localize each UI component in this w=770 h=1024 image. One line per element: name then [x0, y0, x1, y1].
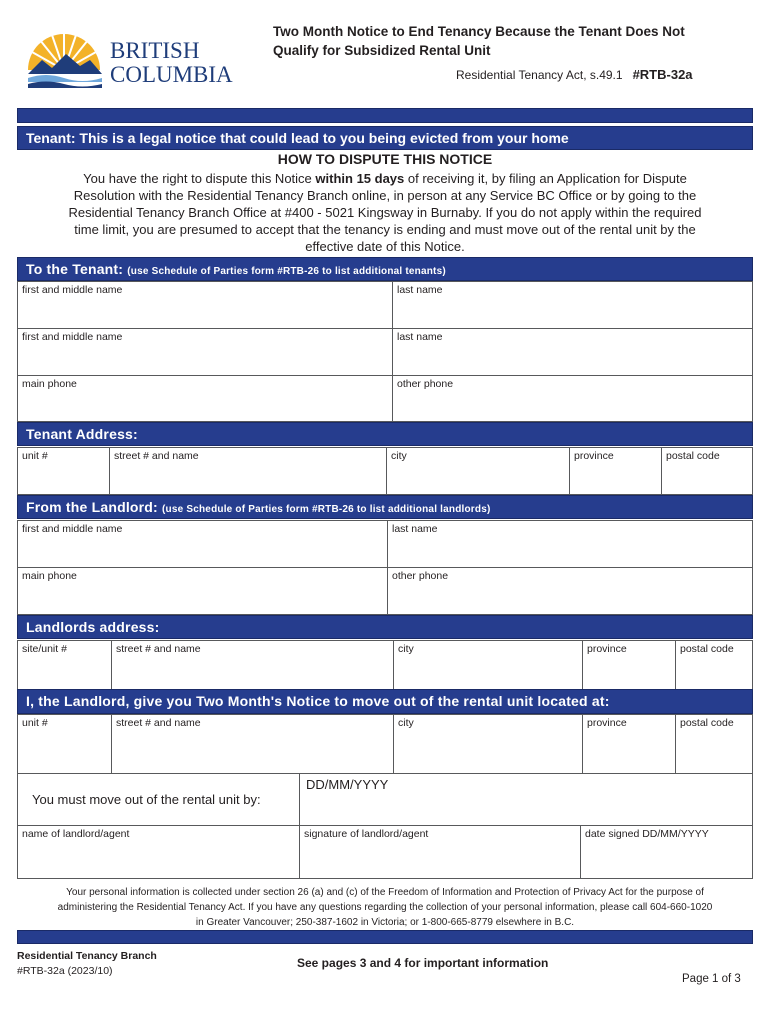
tenant-other-phone-field[interactable]: other phone [392, 375, 753, 422]
rental-postal-code-field[interactable]: postal code [675, 714, 753, 774]
landlord-last-name-field[interactable]: last name [387, 520, 753, 568]
privacy-notice: Your personal information is collected under section 26 (a) and (c) of the Freedom of Information and Protection of Privacy Act for the purpose of administering the Residential Tenancy Act. If you have any questions regarding the collection of your personal information, please call 604-660-1020 in Greater Vancouver; 250-387-1602 in Victoria; or 1-800-665-8779 elsewhere in B.C. [57, 887, 713, 928]
rental-unit-header: I, the Landlord, give you Two Month's Notice to move out of the rental unit located at: [17, 689, 753, 714]
tenant-city-field[interactable]: city [386, 447, 570, 495]
tenant1-first-name-field[interactable]: first and middle name [17, 281, 393, 329]
landlord-province-field[interactable]: province [582, 640, 676, 690]
landlord-first-name-field[interactable]: first and middle name [17, 520, 388, 568]
landlord-city-field[interactable]: city [393, 640, 583, 690]
tenant-postal-code-field[interactable]: postal code [661, 447, 753, 495]
landlord-agent-name-field[interactable]: name of landlord/agent [17, 825, 300, 879]
tenant-main-phone-field[interactable]: main phone [17, 375, 393, 422]
move-out-date-field[interactable]: DD/MM/YYYY [299, 773, 753, 826]
date-signed-field[interactable]: date signed DD/MM/YYYY [580, 825, 753, 879]
rental-province-field[interactable]: province [582, 714, 676, 774]
bottom-divider-bar [17, 930, 753, 944]
tenant-province-field[interactable]: province [569, 447, 662, 495]
signature-field[interactable]: signature of landlord/agent [299, 825, 581, 879]
rental-unit-number-field[interactable]: unit # [17, 714, 112, 774]
landlord-main-phone-field[interactable]: main phone [17, 567, 388, 615]
bc-logo [28, 30, 238, 88]
tenant1-last-name-field[interactable]: last name [392, 281, 753, 329]
to-tenant-header: To the Tenant: (use Schedule of Parties form #RTB-26 to list additional tenants) [17, 257, 753, 281]
tenant-unit-field[interactable]: unit # [17, 447, 110, 495]
form-title: Two Month Notice to End Tenancy Because the Tenant Does Not Qualify for Subsidized Rental Unit [273, 24, 685, 58]
footer-form-code: #RTB-32a (2023/10) [17, 965, 113, 977]
page-number: Page 1 of 3 [682, 973, 741, 985]
dispute-heading: HOW TO DISPUTE THIS NOTICE [277, 151, 493, 167]
svg-text:COLUMBIA: COLUMBIA [110, 62, 233, 87]
move-out-label: You must move out of the rental unit by: [17, 773, 300, 826]
landlord-postal-code-field[interactable]: postal code [675, 640, 753, 690]
rental-city-field[interactable]: city [393, 714, 583, 774]
eviction-warning: Tenant: This is a legal notice that could lead to you being evicted from your home [17, 126, 753, 150]
landlord-header: From the Landlord: (use Schedule of Parties form #RTB-26 to list additional landlords) [17, 495, 753, 519]
svg-text:BRITISH: BRITISH [110, 38, 200, 63]
tenant2-first-name-field[interactable]: first and middle name [17, 328, 393, 376]
landlord-other-phone-field[interactable]: other phone [387, 567, 753, 615]
footer-branch: Residential Tenancy Branch [17, 950, 157, 962]
landlord-address-header: Landlords address: [17, 615, 753, 639]
tenant-address-header: Tenant Address: [17, 422, 753, 446]
rental-street-field[interactable]: street # and name [111, 714, 394, 774]
tenant2-last-name-field[interactable]: last name [392, 328, 753, 376]
top-divider-bar [17, 108, 753, 123]
landlord-street-field[interactable]: street # and name [111, 640, 394, 690]
dispute-instructions: You have the right to dispute this Notice within 15 days of receiving it, by filing an Application for Dispute Resolution with the Residential Tenancy Branch online, in person at any Service BC Office or by going to the Residential Tenancy Branch Office at #400 - 5021 Kingsway in Burnaby. If you do not apply within the required time limit, you are presumed to accept that the tenancy is ending and must move out of the rental unit by the effective date of this Notice. [68, 171, 702, 254]
landlord-unit-field[interactable]: site/unit # [17, 640, 112, 690]
act-reference: Residential Tenancy Act, s.49.1 #RTB-32a [456, 67, 693, 82]
footer-note: See pages 3 and 4 for important information [297, 956, 549, 970]
tenant-street-field[interactable]: street # and name [109, 447, 387, 495]
